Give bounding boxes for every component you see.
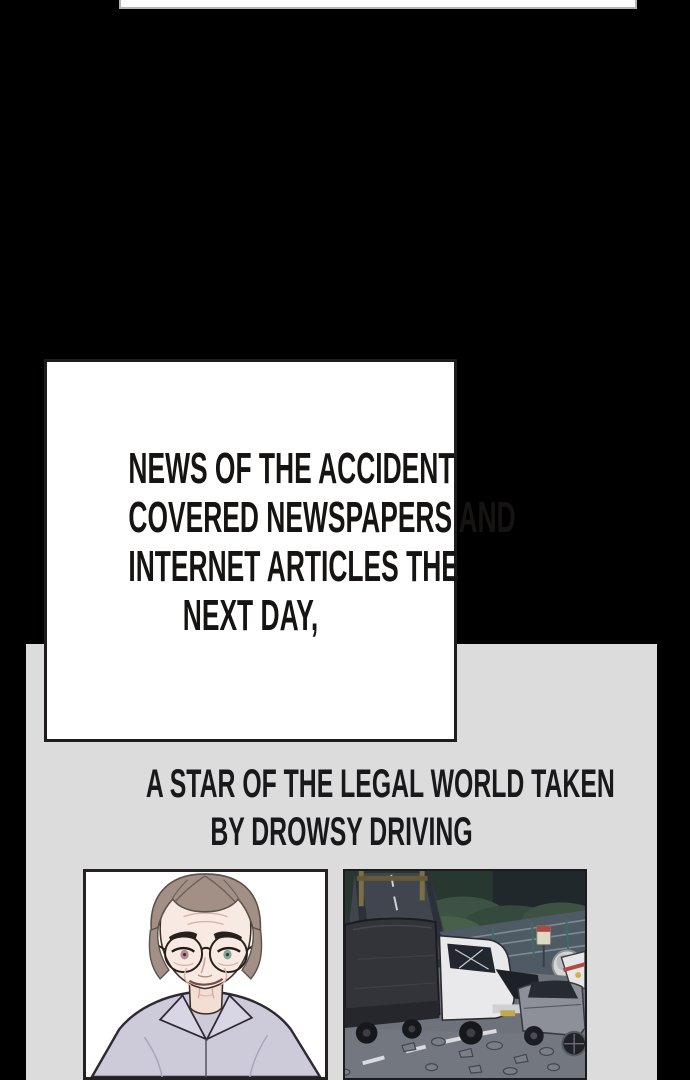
narration-line: COVERED NEWSPAPERS AND xyxy=(128,493,516,542)
crash-scene-art xyxy=(345,871,585,1078)
news-headline xyxy=(145,760,615,856)
narration-line: NEWS OF THE ACCIDENT xyxy=(128,444,455,493)
narration-box xyxy=(44,359,516,742)
headline-line: A STAR OF THE LEGAL WORLD TAKEN xyxy=(145,762,615,806)
narration-text xyxy=(128,444,516,640)
narration-line: NEXT DAY, xyxy=(182,591,319,640)
narration-line: INTERNET ARTICLES THE xyxy=(128,542,459,591)
license-plate xyxy=(500,1010,515,1016)
truck-crash-scene-image xyxy=(343,869,587,1080)
headline-line: BY DROWSY DRIVING xyxy=(210,810,473,854)
lawyer-portrait-art xyxy=(86,872,325,1077)
lawyer-portrait-image xyxy=(83,869,328,1080)
previous-panel-edge xyxy=(119,0,637,9)
